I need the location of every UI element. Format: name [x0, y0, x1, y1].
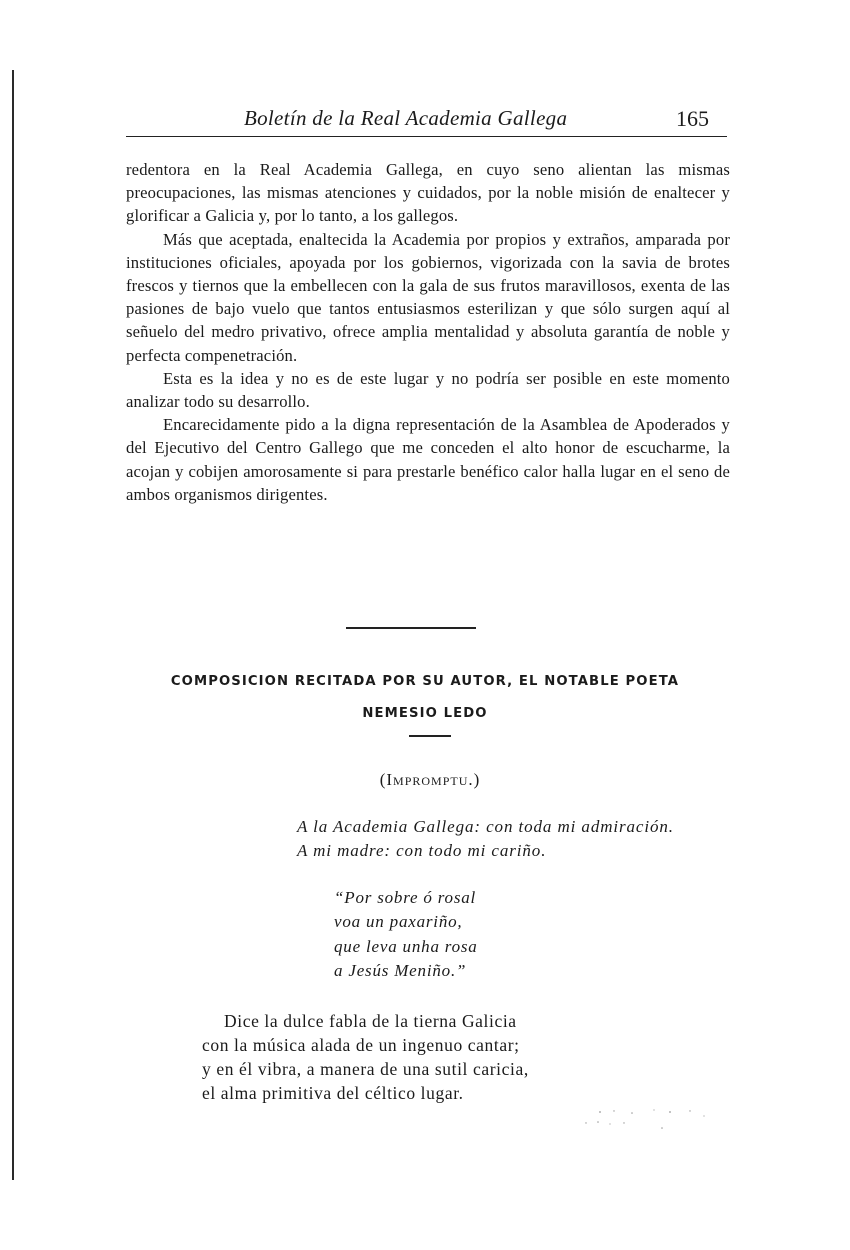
running-title: Boletín de la Real Academia Gallega: [244, 106, 568, 130]
paragraph: Más que aceptada, enaltecida la Academia por propios y extraños, amparada por instituciones oficiales, apoyada por los gobiernos, vigorizada con la savia de brotes frescos y tiernos que la embellecen con la gala de sus frutos maravillosos, exenta de las pasiones de bajo vuelo que tantos entusiasmos esterilizan y que sólo surgen aquí al señuelo del medro privativo, ofrece amplia mentalidad y absoluta garantía de noble y perfecta compenetración.: [126, 229, 730, 365]
dedication-line: A la Academia Gallega: con toda mi admiración.: [297, 817, 674, 836]
verse-line: “Por sobre ó rosal: [334, 888, 477, 907]
poem-subtitle: (Impromptu.): [379, 770, 481, 789]
paragraph: redentora en la Real Academia Gallega, en cuyo seno alientan las mismas preocupaciones, las mismas atenciones y cuidados, por la noble misión de enaltecer y glorificar a Galicia y, por lo tanto, a los gallegos.: [126, 160, 730, 226]
verse-line: que leva unha rosa: [334, 936, 478, 956]
verse-line: a Jesús Meniño.”: [334, 960, 467, 980]
page-binding-edge: [12, 70, 14, 1180]
section-divider: [346, 627, 476, 629]
paragraph: Encarecidamente pido a la digna representación de la Asamblea de Apoderados y del Ejecutivo del Centro Gallego que me conceden el alto honor de escucharme, la acojan y cobijen amorosamente si para prestarle benéfico calor halla lugar en el seno de ambos organismos dirigentes.: [126, 415, 730, 504]
dedications: [297, 815, 674, 863]
verse-line: con la música alada de un ingenuo cantar;: [202, 1035, 520, 1055]
body-text: [126, 158, 730, 506]
heading-divider: [409, 735, 451, 737]
print-specks: [580, 1108, 715, 1132]
page-number: 165: [676, 106, 709, 131]
epigraph-quatrain: [334, 886, 478, 983]
verse-line: y en él vibra, a manera de una sutil caricia,: [202, 1059, 529, 1079]
dedication-line: A mi madre: con todo mi cariño.: [297, 841, 547, 860]
composition-heading: COMPOSICION RECITADA POR SU AUTOR, EL NOTABLE POETA: [170, 674, 680, 689]
poem-stanza: [202, 1009, 529, 1105]
running-header: [126, 106, 727, 137]
verse-line: voa un paxariño,: [334, 912, 463, 932]
paragraph: Esta es la idea y no es de este lugar y no podría ser posible en este momento analizar todo su desarrollo.: [126, 368, 730, 412]
verse-line: el alma primitiva del céltico lugar.: [202, 1083, 464, 1103]
poet-name: NEMESIO LEDO: [362, 706, 488, 721]
verse-line: Dice la dulce fabla de la tierna Galicia: [224, 1011, 517, 1031]
